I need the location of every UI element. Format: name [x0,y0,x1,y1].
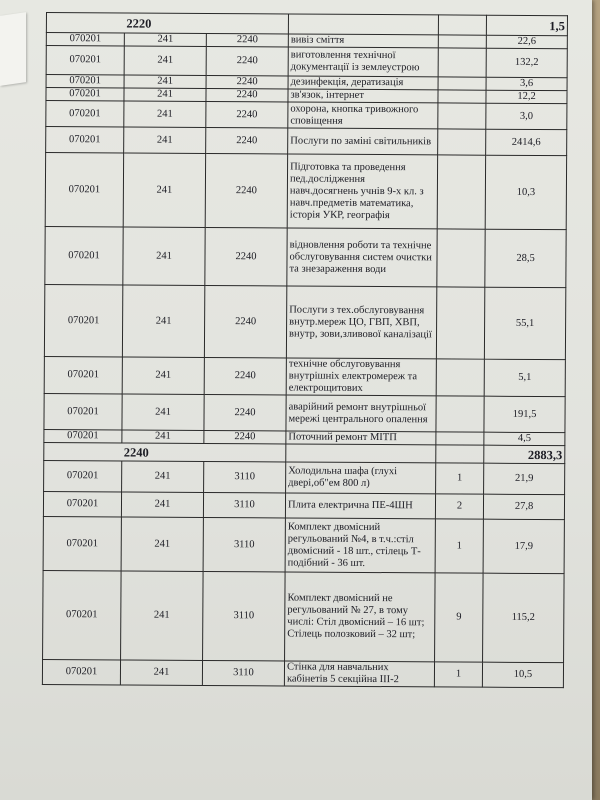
expense-code-cell: 2240 [204,285,286,357]
document-sheet [42,12,567,688]
amount-cell: 4,5 [484,432,565,445]
quantity-cell [437,155,485,229]
quantity-cell [436,359,484,396]
amount-cell: 132,2 [486,48,567,77]
fund-code-cell: 241 [124,46,206,76]
fund-code-cell: 241 [124,101,206,128]
expense-code-cell: 3110 [202,660,284,686]
description-cell: аварійний ремонт внутрішньої мережі центрального опалення [286,395,436,432]
program-code-cell: 070201 [44,284,122,356]
program-code-cell: 070201 [43,570,122,659]
description-cell: Стінка для навчальних кабінетів 5 секційна ІІІ-2 [284,661,434,687]
quantity-cell: 1 [434,662,482,687]
program-code-cell: 070201 [46,101,124,127]
description-cell: дезинфекція, дератизація [288,76,438,90]
program-code-cell: 070201 [45,226,123,284]
expense-code-cell: 2240 [204,357,286,395]
quantity-cell [438,35,486,48]
description-cell: Плита електрична ПЕ-4ШН [285,493,435,519]
description-cell: охорона, кнопка тривожного сповіщення [288,102,438,129]
quantity-cell [438,90,486,103]
table-row [46,46,567,78]
amount-cell: 2414,6 [486,129,567,155]
description-cell: виготовлення технічної документації із землеустрою [288,47,438,77]
quantity-cell: 1 [435,519,483,573]
program-code-cell: 070201 [44,393,122,429]
budget-table [42,12,568,688]
expense-code-cell: 3110 [204,461,286,493]
expense-code-cell: 2240 [204,394,286,431]
group-empty-cell [286,444,436,463]
program-code-cell: 070201 [46,127,124,153]
program-code-cell: 070201 [44,356,122,393]
amount-cell: 27,8 [483,494,564,519]
table-row [45,226,566,287]
amount-cell: 22,6 [486,35,567,48]
group-empty-cell [436,445,484,463]
amount-cell: 5,1 [484,359,565,396]
expense-code-cell: 2240 [206,101,288,128]
table-row [44,356,565,396]
description-cell: Послуги з тех.обслуговування внутр.мереж ЦО, ГВП, ХВП, внутр, зови,зливової каналізації [286,286,436,359]
quantity-cell: 9 [435,573,484,662]
table-row [42,659,563,687]
expense-code-cell: 2240 [205,153,287,227]
description-cell: Послуги по заміні світильників [288,128,438,155]
group-code: 2240 [44,442,286,461]
expense-code-cell: 3110 [203,492,285,518]
quantity-cell [438,77,486,90]
quantity-cell [438,48,486,77]
expense-code-cell: 2240 [204,430,286,444]
description-cell: Комплект двомісний регульований №4, в т.ч.:стіл двомісний - 18 шт., стілець Т-подібний - 36 шт. [285,518,435,573]
table-row [44,460,565,494]
description-cell: Підготовка та проведення пед.дослідження навч.досягнень учнів 9-х кл. з навч.предметів математика, історія УКР, географія [287,154,437,229]
table-row [44,393,565,432]
program-code-cell: 070201 [46,75,124,88]
program-code-cell: 070201 [46,46,124,75]
expense-code-cell: 3110 [203,571,286,660]
fund-code-cell: 241 [122,430,204,444]
fund-code-cell: 241 [120,660,202,686]
fund-code-cell: 241 [123,227,205,285]
expense-code-cell: 2240 [206,75,288,89]
amount-cell: 10,5 [482,662,563,687]
quantity-cell [437,229,485,287]
fund-code-cell: 241 [124,127,206,154]
quantity-cell [436,396,484,432]
expense-code-cell: 2240 [206,127,288,154]
group-total: 2883,3 [484,445,565,463]
amount-cell: 3,6 [486,77,567,90]
fund-code-cell: 241 [124,33,206,47]
amount-cell: 3,0 [486,103,567,129]
fund-code-cell: 241 [121,492,203,518]
fund-code-cell: 241 [121,517,203,571]
fund-code-cell: 241 [122,461,204,493]
fund-code-cell: 241 [122,357,204,395]
fund-code-cell: 241 [122,394,204,431]
program-code-cell: 070201 [42,659,120,684]
program-code-cell: 070201 [44,429,122,442]
quantity-cell [438,103,486,129]
program-code-cell: 070201 [43,516,121,570]
program-code-cell: 070201 [46,88,124,101]
budget-table-body [42,13,567,688]
program-code-cell: 070201 [43,491,121,516]
description-cell: відновлення роботи та технічне обслуговування систем очистки та знезараження води [287,228,437,287]
fund-code-cell: 241 [121,571,204,660]
expense-code-cell: 2240 [205,227,287,286]
expense-code-cell: 2240 [206,88,288,102]
amount-cell: 115,2 [483,573,565,662]
table-row [45,153,566,230]
amount-cell: 10,3 [485,155,566,229]
quantity-cell: 2 [435,494,483,519]
fund-code-cell: 241 [123,153,205,227]
amount-cell: 21,9 [484,463,565,494]
expense-code-cell: 2240 [206,46,288,76]
amount-cell: 28,5 [485,229,566,287]
table-row [46,127,567,156]
amount-cell: 55,1 [484,287,565,359]
group-empty-cell [438,15,486,35]
fund-code-cell: 241 [124,88,206,102]
amount-cell: 17,9 [483,519,564,573]
description-cell: технічне обслуговування внутрішніх електромереж та електрощитових [286,358,436,396]
description-cell: Холодильна шафа (глухі двері,об"ем 800 л) [286,462,436,494]
description-cell: Поточний ремонт МІТП [286,431,436,445]
description-cell: Комплект двомісний не регульований № 27, в тому числі: Стіл двомісний – 16 шт; Стілець полозковий – 32 шт; [285,572,436,662]
program-code-cell: 070201 [46,33,124,46]
description-cell: зв'язок, інтернет [288,89,438,103]
corner-paper-scrap [0,12,26,86]
program-code-cell: 070201 [45,153,123,227]
group-total: 1,5 [486,15,567,35]
expense-code-cell: 2240 [206,33,288,47]
quantity-cell [436,287,484,359]
table-row [46,101,567,130]
group-code: 2220 [46,13,288,34]
quantity-cell [436,432,484,445]
fund-code-cell: 241 [124,75,206,89]
table-row [44,284,565,359]
program-code-cell: 070201 [44,460,122,491]
amount-cell: 191,5 [484,396,565,432]
amount-cell: 12,2 [486,90,567,103]
table-row [43,491,564,519]
table-row [43,516,564,573]
expense-code-cell: 3110 [203,517,285,572]
table-row [43,570,565,662]
fund-code-cell: 241 [122,285,204,357]
description-cell: вивіз сміття [288,34,438,48]
group-empty-cell [288,14,438,35]
quantity-cell [438,129,486,155]
quantity-cell: 1 [436,463,484,494]
